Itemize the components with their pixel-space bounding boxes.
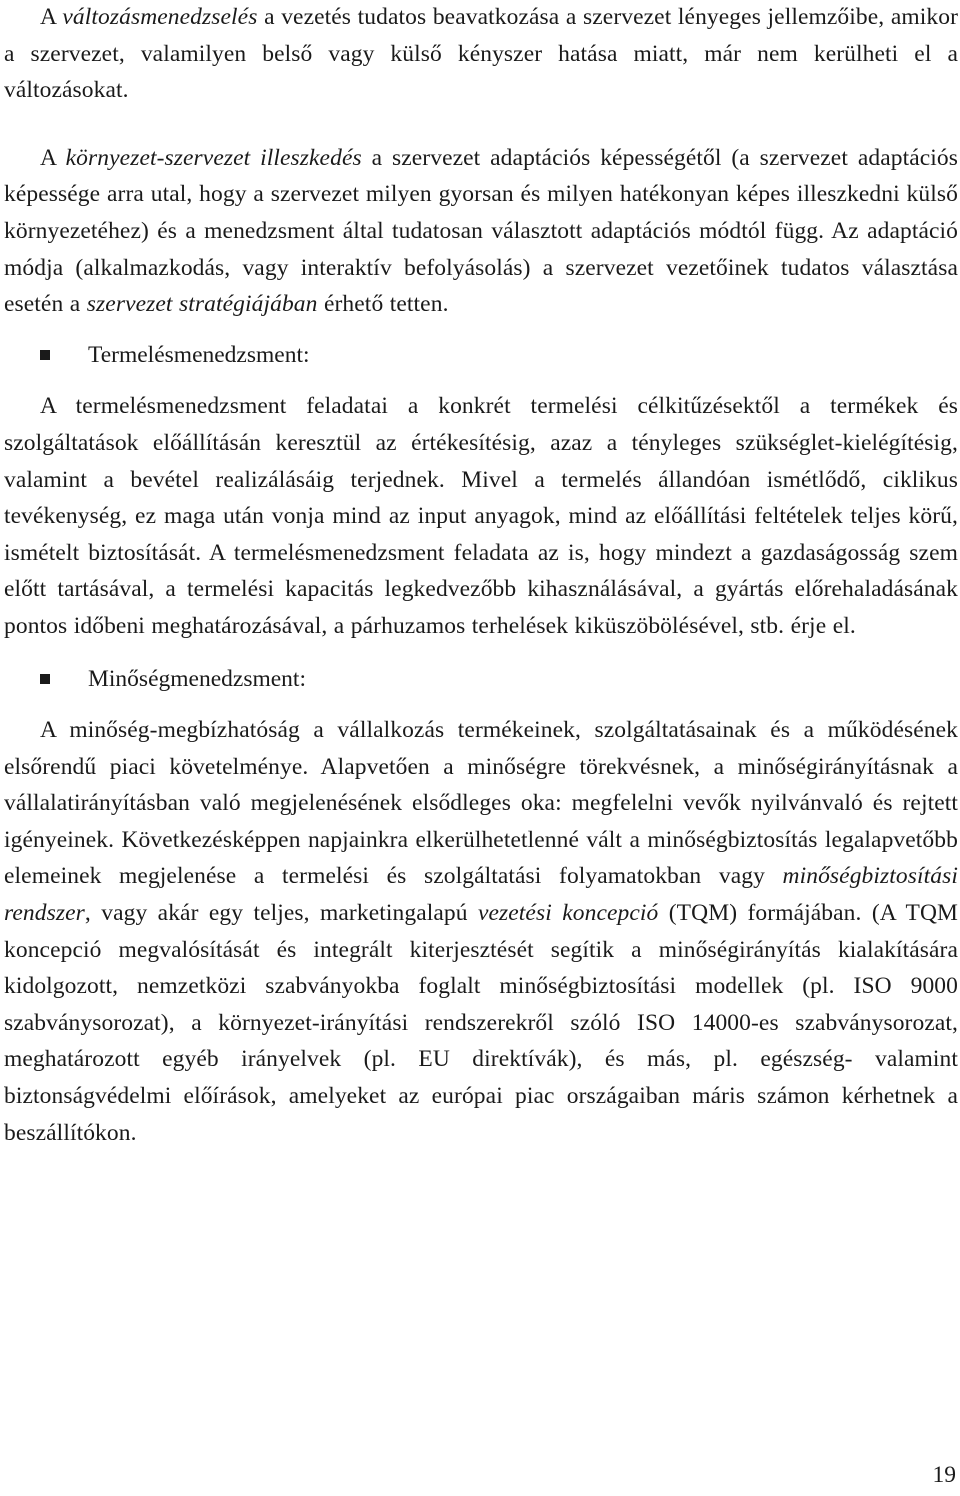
section-heading-quality <box>4 661 958 698</box>
emphasis-term: minőségbiztosítási rendszer <box>4 863 958 927</box>
heading-text: Termelésmenedzsment: <box>88 341 310 368</box>
text-run: A <box>40 144 66 171</box>
emphasis-term: szervezet stratégiájában <box>86 291 318 318</box>
document-page <box>4 0 958 1151</box>
text-run: , vagy akár egy teljes, marketingalapú <box>84 900 478 927</box>
emphasis-term: vezetési koncepció <box>477 900 659 927</box>
section-heading-production <box>4 337 958 374</box>
text-run: A minőség-megbízhatóság a vállalkozás termékeinek, szolgáltatásainak és a működésének elsőrendű piaci követelménye. Alapvetően a minőségre törekvésnek, a minőségirányításnak a vállalatirányításban való megjelenésének elsődleges oka: megfelelni vevők nyilvánvaló és rejtett igényeinek. Következésképpen napjainkra elkerülhetetlenné vált a minőségbiztosítás legalapvetőbb elemeinek megjelenése a termelési és szolgáltatási folyamatokban vagy <box>4 717 958 890</box>
text-run: a szervezet adaptációs képességétől (a szervezet adaptációs képessége arra utal, hogy a szervezet milyen gyorsan és milyen hatékonyan képes illeszkedni külső környezetéhez) és a menedzsment által tudatosan választott adaptációs módtól függ. Az adaptáció módja (alkalmazkodás, vagy interaktív befolyásolás) a szervezet vezetőinek tudatos választása esetén a <box>4 144 959 318</box>
paragraph-change-management <box>4 0 958 109</box>
paragraph-environment-fit <box>4 140 958 323</box>
text-run: a vezetés tudatos beavatkozása a szervezet lényeges jellemzőibe, amikor a szervezet, valamilyen belső vagy külső kényszer hatása miatt, már nem kerülheti el a változásokat. <box>4 4 958 104</box>
emphasis-term: környezet-szervezet illeszkedés <box>65 144 362 171</box>
heading-text: Minőségmenedzsment: <box>88 665 306 692</box>
page-number: 19 <box>932 1462 956 1488</box>
emphasis-term: változásmenedzselés <box>62 4 258 30</box>
paragraph-quality-management <box>4 712 958 1151</box>
square-bullet-icon <box>40 674 50 684</box>
text-run: A <box>40 4 63 30</box>
text-run: (TQM) formájában. (A TQM koncepció megvalósítását és integrált kiterjesztését segítik a minőségirányítás kialakítására kidolgozott, nemzetközi szabványokba foglalt minőségbiztosítási modellek (pl. ISO 9000 szabványsorozat), a környezet-irányítási rendszerekről szóló ISO 14000-es szabványsorozat, meghatározott egyéb irányelvek (pl. EU direktívák), és más, pl. egészség- valamint biztonságvédelmi előírások, amelyeket az európai piac országaiban máris számon kérhetnek a beszállítókon. <box>4 900 959 1146</box>
paragraph-production-management: A termelésmenedzsment feladatai a konkrét termelési célkitűzésektől a termékek és szolgáltatások előállításán keresztül az értékesítésig, azaz a tényleges szükséglet-kielégítésig, valamint a bevétel realizálásáig terjednek. Mivel a termelés állandóan ismétlődő, ciklikus tevékenység, ez maga után vonja mind az input anyagok, mind az előállítási feltételek teljes körű, ismételt biztosítását. A termelésmenedzsment feladata az is, hogy mindezt a gazdaságosság szem előtt tartásával, a termelési kapacitás legkedvezőbb kihasználásával, a gyártás előrehaladásának pontos időbeni meghatározásával, a párhuzamos terhelések kiküszöbölésével, stb. érje el. <box>4 393 958 639</box>
text-run: érhető tetten. <box>317 291 449 318</box>
square-bullet-icon <box>40 350 50 360</box>
